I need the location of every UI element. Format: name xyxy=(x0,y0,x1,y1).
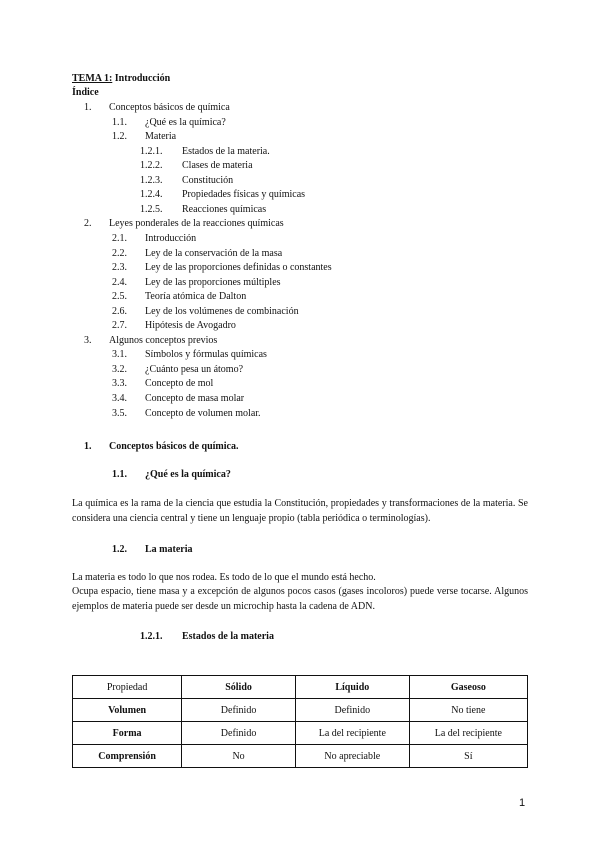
toc-item-text: Hipótesis de Avogadro xyxy=(145,320,236,332)
toc-item-text: Estados de la materia. xyxy=(182,145,270,157)
toc-item-number: 1. xyxy=(84,102,92,113)
header-cell: Líquido xyxy=(295,676,409,699)
table-cell: Definido xyxy=(182,699,296,722)
toc-item-number: 3.5. xyxy=(112,407,127,419)
toc-item-text: Materia xyxy=(145,131,177,143)
toc-item-number: 2.1. xyxy=(112,232,127,244)
section-1-1-paragraph: La química es la rama de la ciencia que estudia la Constitución, propiedades y transformaciones de la materia. Se considera una ciencia central y tiene un lenguaje propio (tabla periódica o terminologías). xyxy=(72,498,528,524)
toc-item-number: 2. xyxy=(84,218,92,230)
section-1-2-title: La materia xyxy=(145,544,193,555)
table-cell: No tiene xyxy=(409,699,527,722)
toc-item-text: Concepto de mol xyxy=(145,378,214,390)
section-1-2-paragraph-2: Ocupa espacio, tiene masa y a excepción de algunos pocos casos (gases incoloros) puede verse tocarse. Algunos ejemplos de materia puede ser desde un microchip hasta la cadena de ADN. xyxy=(72,586,528,612)
toc-item-text: Concepto de masa molar xyxy=(145,393,245,404)
section-1-number: 1. xyxy=(84,441,92,452)
toc-item-number: 2.7. xyxy=(112,320,127,332)
toc-item-number: 1.2. xyxy=(112,131,127,143)
table-row xyxy=(73,745,528,768)
toc-item-number: 2.6. xyxy=(112,305,127,317)
header-cell: Gaseoso xyxy=(409,676,527,699)
row-label-cell: Comprensión xyxy=(73,745,182,768)
toc-item-text: Ley de las proporciones definidas o constantes xyxy=(145,262,332,274)
page-number: 1 xyxy=(519,797,526,809)
table-row xyxy=(73,699,528,722)
toc-item-number: 1.2.2. xyxy=(140,160,163,172)
states-of-matter-table xyxy=(72,675,528,768)
toc-item-text: Reacciones químicas xyxy=(182,203,267,215)
toc-item-text: Introducción xyxy=(145,232,197,244)
row-label-cell: Volumen xyxy=(73,699,182,722)
toc-item-text: Teoría atómica de Dalton xyxy=(145,291,247,303)
table-row xyxy=(73,722,528,745)
toc-item-number: 3.4. xyxy=(112,393,127,404)
toc-item-number: 2.5. xyxy=(112,291,127,303)
toc-item-number: 2.4. xyxy=(112,276,127,288)
table-cell: Definido xyxy=(295,699,409,722)
toc-item-number: 1.2.1. xyxy=(140,145,163,157)
section-1-2-1-title: Estados de la materia xyxy=(182,631,274,642)
section-1-1-number: 1.1. xyxy=(112,469,127,480)
toc-item-number: 1.2.3. xyxy=(140,174,163,186)
toc-item-number: 2.3. xyxy=(112,262,127,274)
section-1-1-title: ¿Qué es la química? xyxy=(145,469,231,480)
toc-item-text: Conceptos básicos de química xyxy=(109,102,230,113)
toc-item-text: ¿Cuánto pesa un átomo? xyxy=(145,363,244,375)
section-1-2-1-number: 1.2.1. xyxy=(140,631,163,642)
table-cell: Sí xyxy=(409,745,527,768)
table-cell: No xyxy=(182,745,296,768)
toc-item-text: Símbolos y fórmulas químicas xyxy=(145,349,267,361)
section-1-2-paragraph-1: La materia es todo lo que nos rodea. Es todo de lo que el mundo está hecho. xyxy=(72,572,376,583)
toc-item-text: Algunos conceptos previos xyxy=(109,334,218,346)
toc-item-text: Ley de las proporciones múltiples xyxy=(145,276,281,288)
toc-item-number: 2.2. xyxy=(112,247,127,259)
tema-heading xyxy=(72,72,170,85)
toc-item-text: Propiedades físicas y químicas xyxy=(182,189,306,201)
table-header-row xyxy=(73,676,528,699)
toc-item-text: Clases de materia xyxy=(182,160,253,172)
toc-item-text: Leyes ponderales de la reacciones químicas xyxy=(109,218,284,230)
toc-item-text: Constitución xyxy=(182,174,234,186)
table-cell: La del recipiente xyxy=(295,722,409,745)
toc-item-number: 1.2.4. xyxy=(140,189,163,201)
toc-item-number: 1.1. xyxy=(112,116,127,128)
toc-item-number: 3.3. xyxy=(112,378,127,390)
toc-item-text: Concepto de volumen molar. xyxy=(145,407,261,419)
toc-item-number: 3. xyxy=(84,334,92,346)
toc-item-text: Ley de los volúmenes de combinación xyxy=(145,305,299,317)
toc-item-number: 3.1. xyxy=(112,349,127,361)
header-cell: Propiedad xyxy=(73,676,182,699)
table-cell: La del recipiente xyxy=(409,722,527,745)
table-cell: Definido xyxy=(182,722,296,745)
toc-item-number: 3.2. xyxy=(112,363,127,375)
section-1-title: Conceptos básicos de química. xyxy=(109,441,239,452)
header-cell: Sólido xyxy=(182,676,296,699)
index-label: Índice xyxy=(72,87,99,98)
toc-item-text: ¿Qué es la química? xyxy=(145,116,226,128)
row-label-cell: Forma xyxy=(73,722,182,745)
table-cell: No apreciable xyxy=(295,745,409,768)
toc-item-number: 1.2.5. xyxy=(140,203,163,215)
tema-title: Introducción xyxy=(114,73,171,84)
toc-item-text: Ley de la conservación de la masa xyxy=(145,247,283,259)
section-1-2-number: 1.2. xyxy=(112,544,127,555)
tema-label: TEMA 1: xyxy=(72,73,113,84)
